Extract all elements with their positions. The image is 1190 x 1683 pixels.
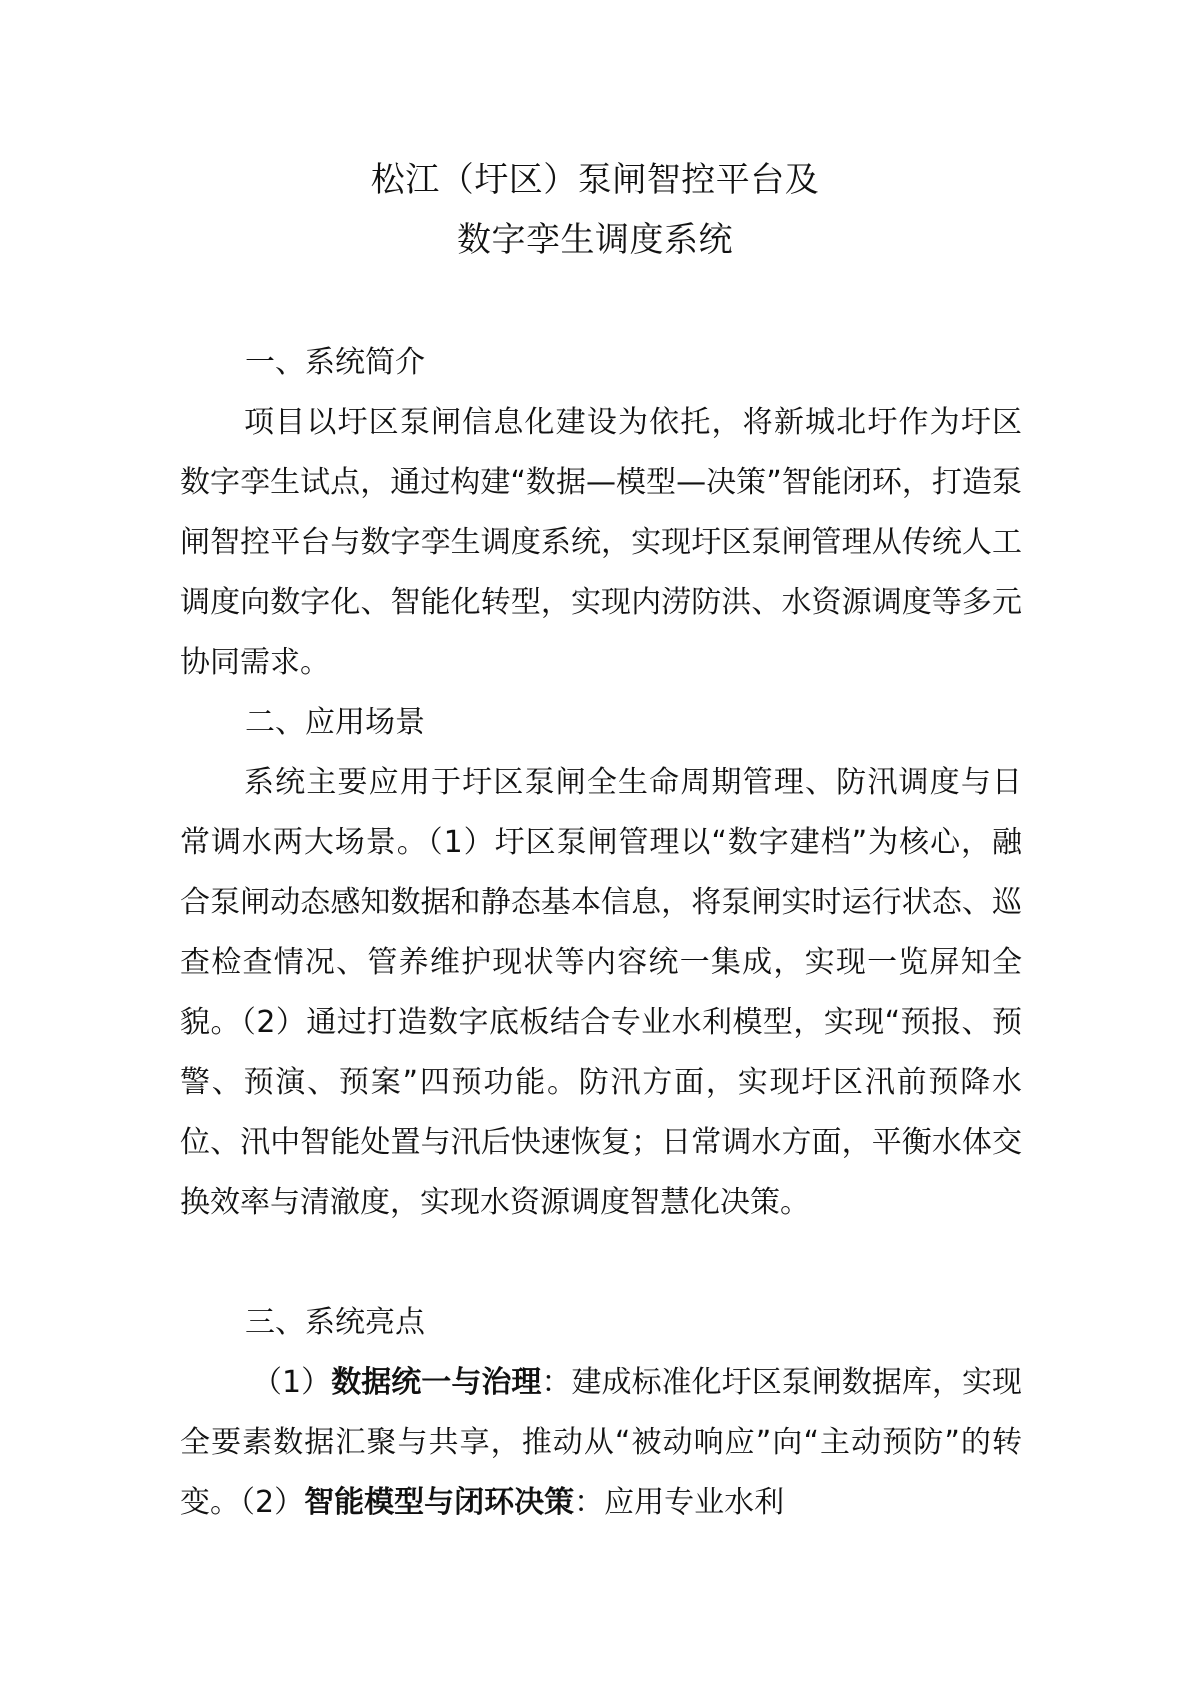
highlight-2-prefix: （2） bbox=[240, 1485, 305, 1520]
document-title-line-2: 数字孪生调度系统 bbox=[457, 220, 733, 260]
highlight-2-title: 智能模型与闭环决策 bbox=[304, 1485, 575, 1520]
section-heading-highlights: 三、系统亮点 bbox=[245, 1305, 425, 1340]
highlight-1-text: ：建成标准化圩区泵闸数据库，实现全要素数据汇聚与共享，推动从“被动响应”向“主动预防”的转变。 bbox=[180, 1365, 1023, 1520]
section-paragraph-scenarios: 系统主要应用于圩区泵闸全生命周期管理、防汛调度与日常调水两大场景。（1）圩区泵闸管理以“数字建档”为核心，融合泵闸动态感知数据和静态基本信息，将泵闸实时运行状态、巡查检查情况、管养维护现状等内容统一集成，实现一览屏知全貌。（2）通过打造数字底板结合专业水利模型，实现“预报、预警、预演、预案”四预功能。防汛方面，实现圩区汛前预降水位、汛中智能处置与汛后快速恢复；日常调水方面，平衡水体交换效率与清澈度，实现水资源调度智慧化决策。 bbox=[180, 765, 1022, 1220]
highlights-text bbox=[180, 1353, 1022, 1533]
document-title-line-1: 松江（圩区）泵闸智控平台及 bbox=[370, 160, 820, 200]
section-heading-introduction: 一、系统简介 bbox=[245, 345, 425, 380]
section-heading-scenarios: 二、应用场景 bbox=[245, 705, 425, 740]
section-paragraph-highlights bbox=[180, 1353, 1022, 1533]
highlight-1-prefix: （1） bbox=[252, 1365, 332, 1400]
highlight-2-text: ：应用专业水利 bbox=[574, 1485, 785, 1520]
highlight-1-title: 数据统一与治理 bbox=[331, 1365, 542, 1400]
section-paragraph-introduction: 项目以圩区泵闸信息化建设为依托，将新城北圩作为圩区数字孪生试点，通过构建“数据—模型—决策”智能闭环，打造泵闸智控平台与数字孪生调度系统，实现圩区泵闸管理从传统人工调度向数字化、智能化转型，实现内涝防洪、水资源调度等多元协同需求。 bbox=[180, 405, 1022, 680]
